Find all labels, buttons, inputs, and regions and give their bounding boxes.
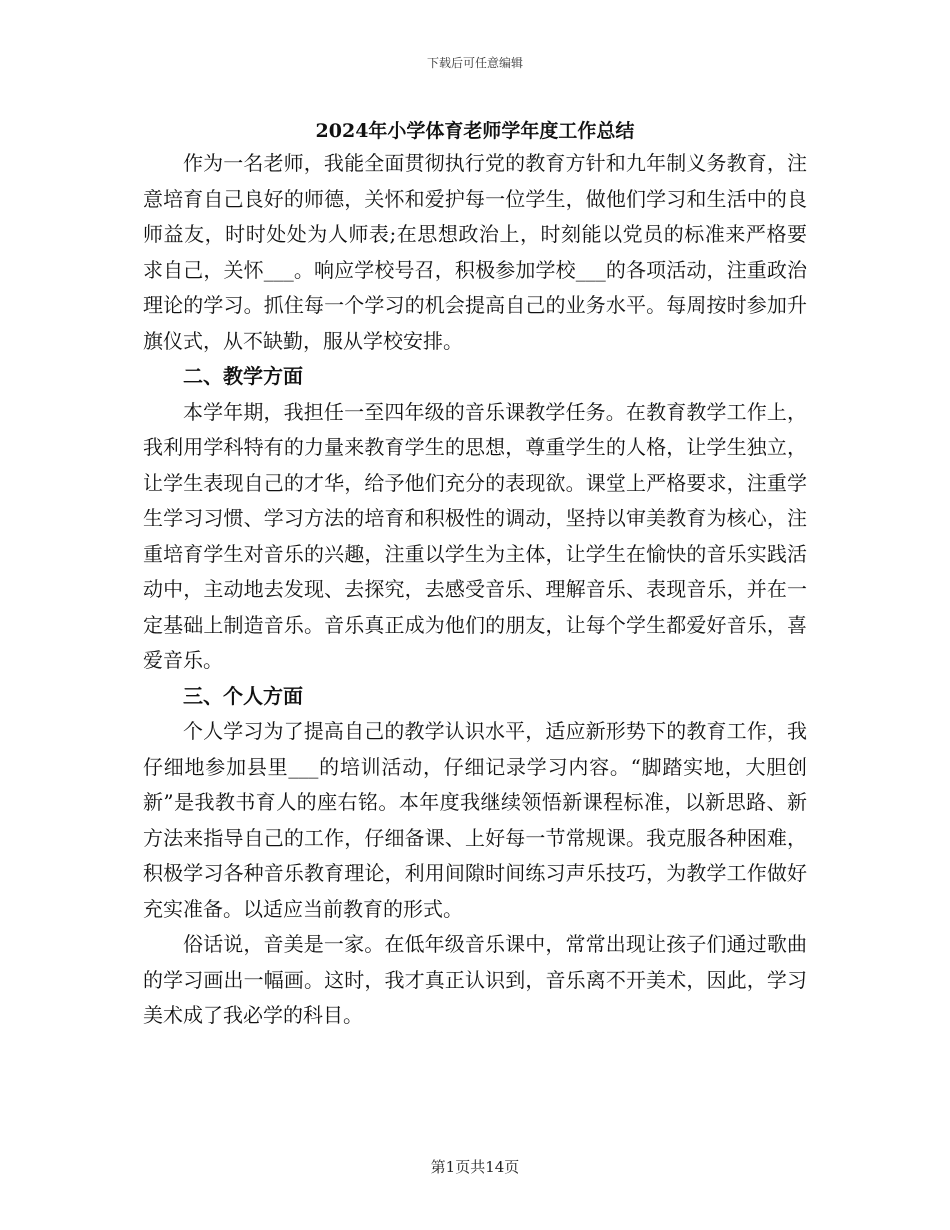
header-note: 下载后可任意编辑 [426, 56, 523, 70]
paragraph-art: 俗话说，音美是一家。在低年级音乐课中，常常出现让孩子们通过歌曲的学习画出一幅画。这时，我才真正认识到，音乐离不开美术，因此，学习美术成了我必学的科目。 [143, 932, 807, 1027]
document-body [143, 146, 807, 1034]
section-heading-personal: 三、个人方面 [183, 683, 303, 708]
page-number: 第1页共14页 [430, 1158, 520, 1176]
paragraph-intro: 作为一名老师，我能全面贯彻执行党的教育方针和九年制义务教育，注意培育自己良好的师德，关怀和爱护每一位学生，做他们学习和生活中的良师益友，时时处处为人师表;在思想政治上，时刻能以党员的标准来严格要求自己，关怀___。响应学校号召，积极参加学校___的各项活动，注重政治理论的学习。抓住每一个学习的机会提高自己的业务水平。每周按时参加升旗仪式，从不缺勤，服从学校安排。 [143, 151, 807, 353]
paragraph-teaching: 本学年期，我担任一至四年级的音乐课教学任务。在教育教学工作上，我利用学科特有的力量来教育学生的思想，尊重学生的人格，让学生独立，让学生表现自己的才华，给予他们充分的表现欲。课堂上严格要求，注重学生学习习惯、学习方法的培育和积极性的调动，坚持以审美教育为核心，注重培育学生对音乐的兴趣，注重以学生为主体，让学生在愉快的音乐实践活动中，主动地去发现、去探究，去感受音乐、理解音乐、表现音乐，并在一定基础上制造音乐。音乐真正成为他们的朋友，让每个学生都爱好音乐，喜爱音乐。 [143, 399, 807, 672]
paragraph-personal: 个人学习为了提高自己的教学认识水平，适应新形势下的教育工作，我仔细地参加县里___的培训活动，仔细记录学习内容。“脚踏实地，大胆创新”是我教书育人的座右铭。本年度我继续领悟新课程标准，以新思路、新方法来指导自己的工作，仔细备课、上好每一节常规课。我克服各种困难，积极学习各种音乐教育理论，利用间隙时间练习声乐技巧，为教学工作做好充实准备。以适应当前教育的形式。 [143, 719, 807, 921]
document-title: 2024年小学体育老师学年度工作总结 [315, 120, 635, 142]
section-heading-teaching: 二、教学方面 [183, 364, 303, 388]
